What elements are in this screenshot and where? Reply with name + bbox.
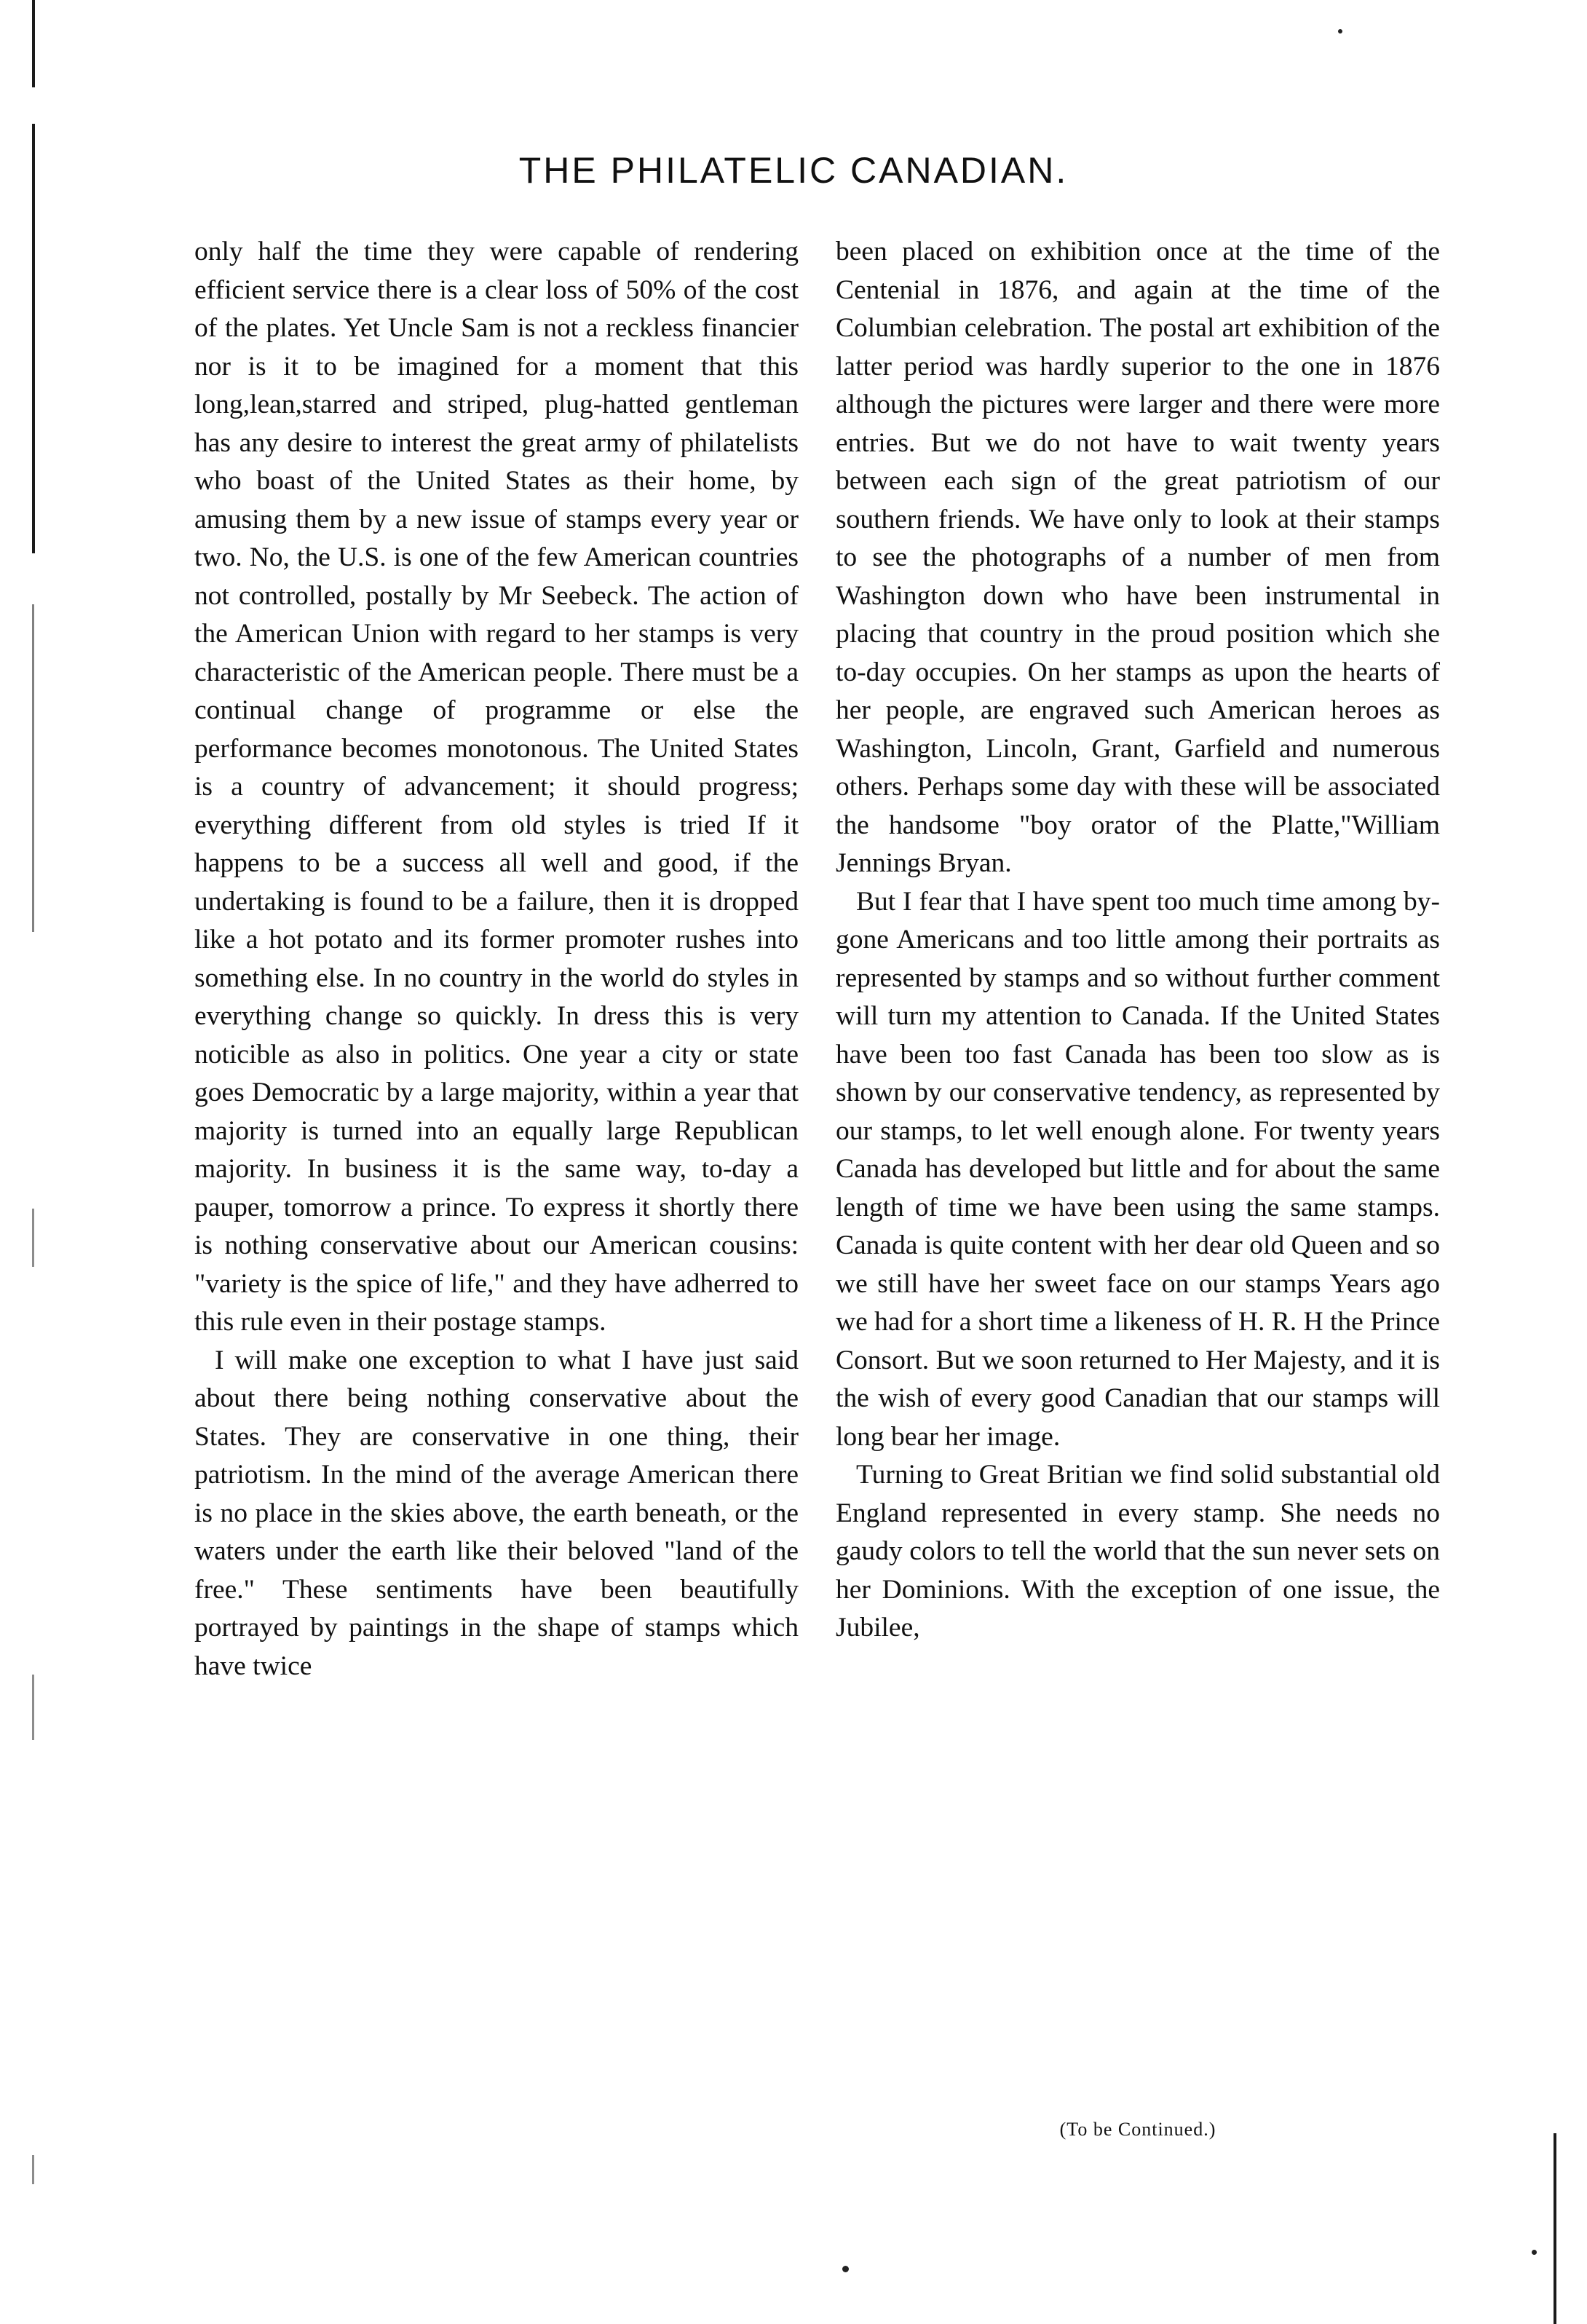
article-column-right — [836, 233, 1440, 1648]
page-title: THE PHILATELIC CANADIAN. — [518, 150, 1069, 191]
continued-note: (To be Continued.) — [1059, 2119, 1216, 2140]
paragraph: But I fear that I have spent too much time among by-gone Americans and too little among their portraits as represented by stamps and so without further comment will turn my attention to Canada. If the United States have been too fast Canada has been too slow as is shown by our conservative tendency, as represented by our stamps, to let well enough alone. For twenty years Canada has developed but little and for about the same length of time we have been using the same stamps. Canada is quite content with her dear old Queen and so we still have her sweet face on our stamps Years ago we had for a short time a likeness of H. R. H the Prince Consort. But we soon returned to Her Majesty, and it is the wish of every good Canadian that our stamps will long bear her image. — [836, 886, 1440, 1452]
paragraph: been placed on exhibition once at the time of the Centenial in 1876, and again at the time of the Columbian celebration. The postal art exhibition of the latter period was hardly superior to the one in 1876 although the pictures were larger and there were more entries. But we do not have to wait twenty years between each sign of the great patriotism of our southern friends. We have only to look at their stamps to see the photographs of a number of men from Washington down who have been instrumental in placing that country in the proud position which she to-day occupies. On her stamps as upon the hearts of her people, are engraved such American heroes as Washington, Lincoln, Grant, Garfield and numerous others. Perhaps some day with these will be associated the handsome "boy orator of the Platte,"William Jennings Bryan. — [836, 237, 1440, 878]
scan-edge-line — [32, 604, 34, 932]
scan-edge-line — [32, 1675, 34, 1740]
paragraph: I will make one exception to what I have just said about there being nothing conservative about the States. They are conservative in one thing, their patriotism. In the mind of the average American there is no place in the skies above, the earth beneath, or the waters under the earth like their beloved "land of the free." These sentiments have been beautifully portrayed by paintings in the shape of stamps which have twice — [194, 1345, 799, 1681]
ink-speck — [1532, 2250, 1537, 2255]
scan-edge-line — [1554, 2133, 1556, 2324]
paragraph: Turning to Great Britian we find solid substantial old England represented in every stamp. She needs no gaudy colors to tell the world that the sun never sets on her Dominions. With the exception of one issue, the Jubilee, — [836, 1460, 1440, 1643]
article-column-left — [194, 233, 799, 1685]
scan-edge-line — [32, 1209, 34, 1267]
ink-speck — [842, 2266, 849, 2272]
scan-edge-line — [32, 0, 35, 87]
scan-edge-line — [32, 2155, 34, 2184]
ink-speck — [1338, 29, 1342, 33]
paragraph: only half the time they were capable of rendering efficient service there is a clear loss of 50% of the cost of the plates. Yet Uncle Sam is not a reckless financier nor is it to be imagined for a moment that this long,lean,starred and striped, plug-hatted gentleman has any desire to interest the great army of philatelists who boast of the United States as their home, by amusing them by a new issue of stamps every year or two. No, the U.S. is one of the few American countries not controlled, postally by Mr Seebeck. The action of the American Union with regard to her stamps is very characteristic of the American people. There must be a continual change of programme or else the performance becomes monotonous. The United States is a country of advancement; it should progress; everything different from old styles is tried If it happens to be a success all well and good, if the undertaking is found to be a failure, then it is dropped like a hot potato and its former promoter rushes into something else. In no country in the world do styles in everything change so quickly. In dress this is very noticible as also in politics. One year a city or state goes Democratic by a large majority, within a year that majority is turned into an equally large Republican majority. In business it is the same way, to-day a pauper, tomorrow a prince. To express it shortly there is nothing conservative about our American cousins: "variety is the spice of life," and they have adherred to this rule even in their postage stamps. — [194, 237, 799, 1337]
